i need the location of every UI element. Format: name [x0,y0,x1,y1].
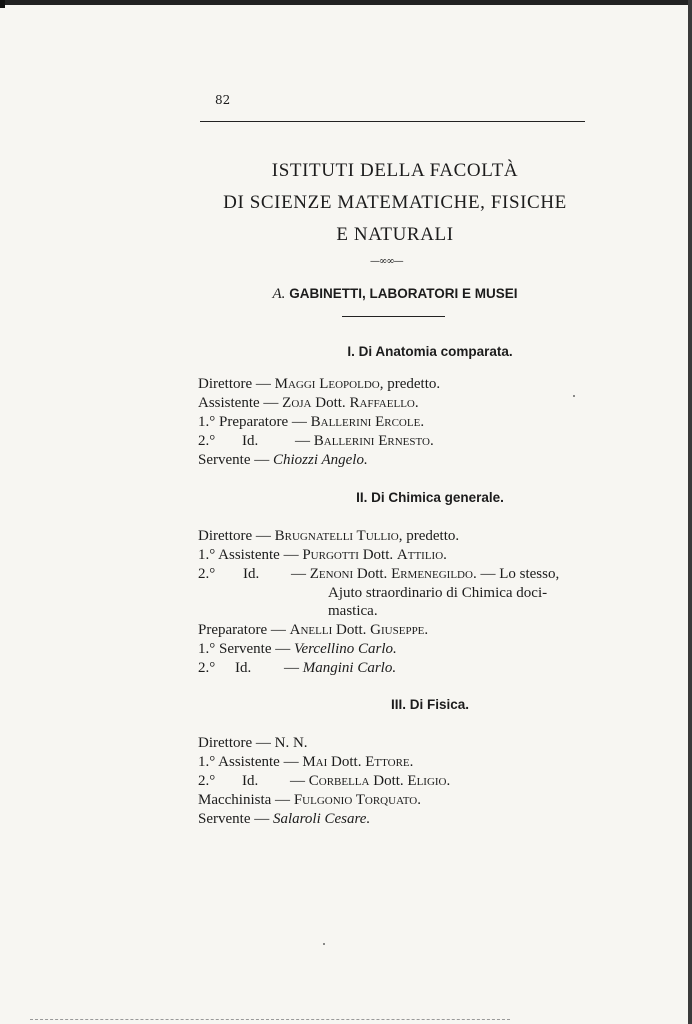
header-rule [200,121,585,122]
entry-row: 1.° Preparatore — Ballerini Ercole. [198,414,425,430]
entry-row: Servente — Chiozzi Angelo. [198,452,368,468]
ornament: —∞∞— [370,256,403,267]
corner-mark [0,0,5,8]
entry-row: Direttore — Maggi Leopoldo, predetto. [198,376,441,392]
entry-row: Macchinista — Fulgonio Torquato. [198,792,422,808]
title-line-1: ISTITUTI DELLA FACOLTÀ [271,160,519,181]
entry-continuation: mastica. [328,603,378,619]
entry-row: 1.° Assistente — Purgotti Dott. Attilio. [198,547,447,563]
section-heading-anatomia: I. Di Anatomia comparata. [347,344,513,359]
entry-continuation: Ajuto straordinario di Chimica doci- [328,585,548,601]
section-heading-chimica: II. Di Chimica generale. [356,490,504,505]
page-number: 82 [215,93,231,107]
entry-row: 1.° Servente — Vercellino Carlo. [198,641,397,657]
entry-row: 2.° Id. — Ballerini Ernesto. [198,433,434,449]
section-a-letter: A. [272,286,286,302]
paper-speck [573,395,575,397]
section-heading-fisica: III. Di Fisica. [390,697,470,712]
entry-row: Direttore — N. N. [198,735,308,751]
entry-row: Servente — Salaroli Cesare. [198,811,371,827]
entry-row: 2.° Id. — Zenoni Dott. Ermenegildo. — Lo stesso, [198,566,560,582]
page-top-border [0,0,692,5]
title-line-2: DI SCIENZE MATEMATICHE, FISICHE [223,192,567,213]
entry-row: Assistente — Zoja Dott. Raffaello. [198,395,419,411]
page-right-edge [688,0,692,1024]
section-a-label: GABINETTI, LABORATORI E MUSEI [289,286,518,301]
entry-row: 2.° Id. — Corbella Dott. Eligio. [198,773,451,789]
paper-speck [323,943,325,945]
entry-row: Preparatore — Anelli Dott. Giuseppe. [198,622,429,638]
entry-row: 2.° Id. — Mangini Carlo. [198,660,397,676]
section-a-rule [342,316,445,317]
entry-row: Direttore — Brugnatelli Tullio, predetto. [198,528,460,544]
section-a-heading [180,286,610,303]
page-bottom-edge [30,1019,510,1020]
entry-row: 1.° Assistente — Mai Dott. Ettore. [198,754,414,770]
title-line-3: E NATURALI [336,224,454,245]
